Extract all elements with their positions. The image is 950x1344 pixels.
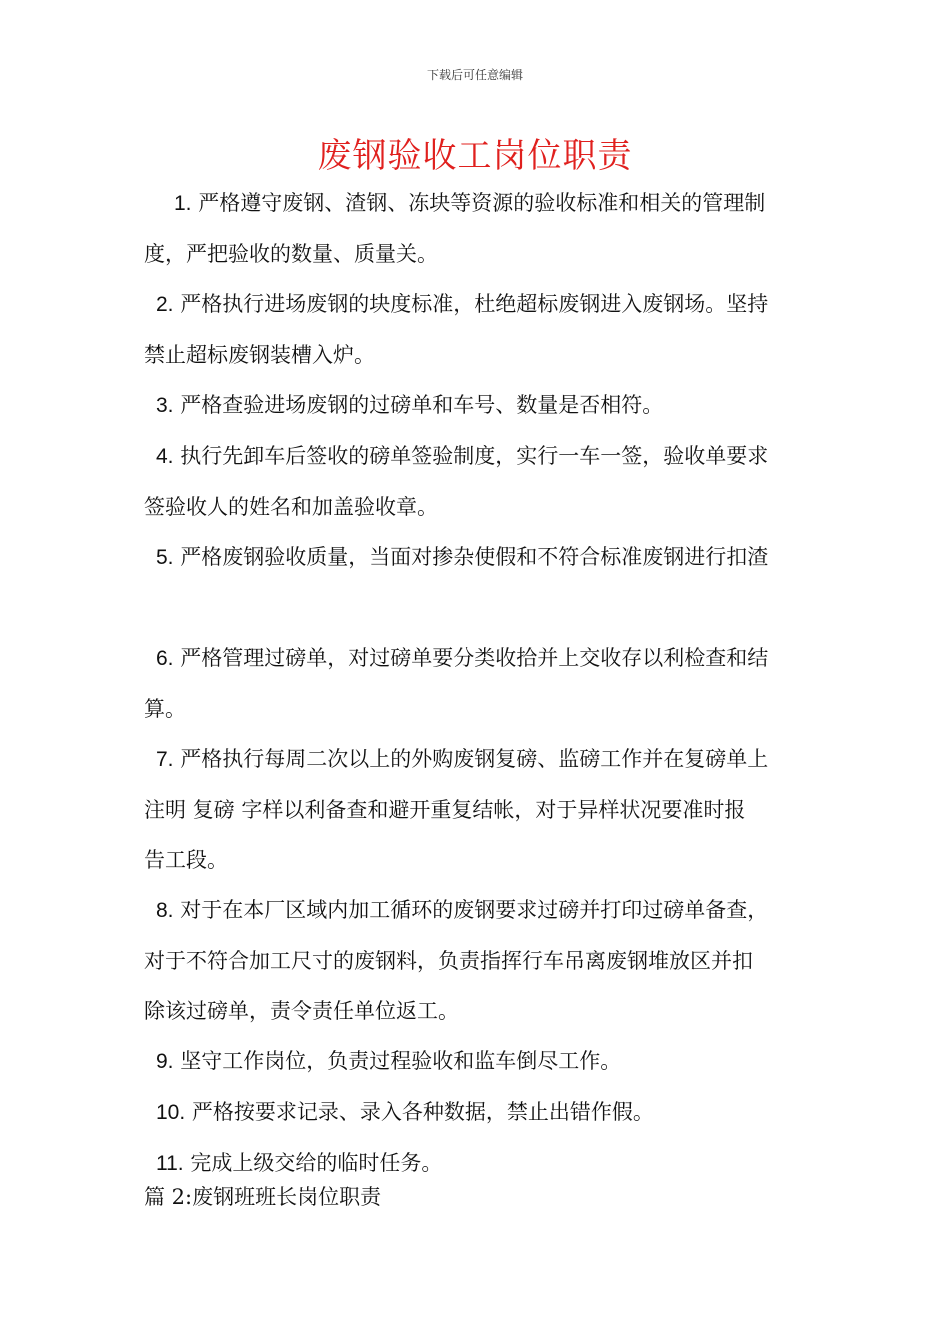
duty-item-continuation: 度，严把验收的数量、质量关。 xyxy=(144,242,438,266)
duty-item-continuation: 算。 xyxy=(144,697,186,721)
duty-item-continuation: 注明 复磅 字样以利备查和避开重复结帐，对于异样状况要准时报 xyxy=(144,798,746,822)
duty-item-first-line xyxy=(144,279,810,330)
duty-item-text: 严格管理过磅单，对过磅单要分类收拾并上交收存以利检查和结 xyxy=(180,646,769,670)
duty-item xyxy=(144,1087,810,1138)
duty-item-first-line xyxy=(144,380,810,431)
duty-item xyxy=(144,885,810,1036)
duty-item xyxy=(144,178,810,279)
duty-item-number: 1. xyxy=(174,192,192,215)
duty-item-text: 执行先卸车后签收的磅单签验制度，实行一车一签，验收单要求 xyxy=(180,444,769,468)
duty-item xyxy=(144,431,810,532)
duty-item-text: 严格查验进场废钢的过磅单和车号、数量是否相符。 xyxy=(180,393,664,417)
duty-item xyxy=(144,532,810,583)
document-body xyxy=(144,178,810,1189)
duty-item-continuation: 对于不符合加工尺寸的废钢料，负责指挥行车吊离废钢堆放区并扣 xyxy=(144,949,753,973)
duty-item-continuation: 签验收人的姓名和加盖验收章。 xyxy=(144,495,438,519)
duty-item-first-line xyxy=(144,178,810,229)
duty-item-first-line xyxy=(144,734,810,785)
duty-item-first-line xyxy=(144,885,810,936)
duty-item-number: 11. xyxy=(156,1152,184,1175)
duty-item-first-line xyxy=(144,1036,810,1087)
page-header-note: 下载后可任意编辑 xyxy=(426,68,523,82)
duty-item-first-line xyxy=(144,532,810,583)
duty-item-text: 对于在本厂区域内加工循环的废钢要求过磅并打印过磅单备查， xyxy=(180,898,769,922)
duty-item-text: 坚守工作岗位，负责过程验收和监车倒尽工作。 xyxy=(180,1049,622,1073)
duty-item xyxy=(144,1036,810,1087)
duty-item xyxy=(144,734,810,885)
duty-item-number: 6. xyxy=(156,647,174,670)
duty-item-first-line xyxy=(144,1087,810,1138)
duty-item-continuation: 告工段。 xyxy=(144,848,228,872)
duty-item-text: 严格废钢验收质量，当面对掺杂使假和不符合标准废钢进行扣渣 xyxy=(180,545,769,569)
document-title: 废钢验收工岗位职责 xyxy=(317,136,633,176)
duty-item-continuation: 禁止超标废钢装槽入炉。 xyxy=(144,343,375,367)
duty-item-number: 5. xyxy=(156,546,174,569)
duty-item-text: 严格按要求记录、录入各种数据，禁止出错作假。 xyxy=(191,1100,654,1124)
duty-item-number: 3. xyxy=(156,394,174,417)
duty-item-first-line xyxy=(144,431,810,482)
duty-item-first-line xyxy=(144,633,810,684)
duty-item-text: 完成上级交给的临时任务。 xyxy=(190,1151,443,1175)
duty-item xyxy=(144,633,810,734)
duty-item-number: 9. xyxy=(156,1050,174,1073)
duty-item xyxy=(144,279,810,380)
duty-item-text: 严格遵守废钢、渣钢、冻块等资源的验收标准和相关的管理制 xyxy=(198,191,766,215)
duty-item-number: 10. xyxy=(156,1101,186,1124)
duty-item-continuation: 除该过磅单，责令责任单位返工。 xyxy=(144,999,459,1023)
duty-item xyxy=(144,380,810,431)
duty-item-text: 严格执行每周二次以上的外购废钢复磅、监磅工作并在复磅单上 xyxy=(180,747,769,771)
duty-item-number: 8. xyxy=(156,899,174,922)
section-heading: 篇 2:废钢班班长岗位职责 xyxy=(144,1185,382,1209)
duty-item-number: 7. xyxy=(156,748,174,771)
duty-item-number: 4. xyxy=(156,445,174,468)
blank-line xyxy=(144,583,810,633)
duty-item-text: 严格执行进场废钢的块度标准，杜绝超标废钢进入废钢场。坚持 xyxy=(180,292,769,316)
duty-item-number: 2. xyxy=(156,293,174,316)
